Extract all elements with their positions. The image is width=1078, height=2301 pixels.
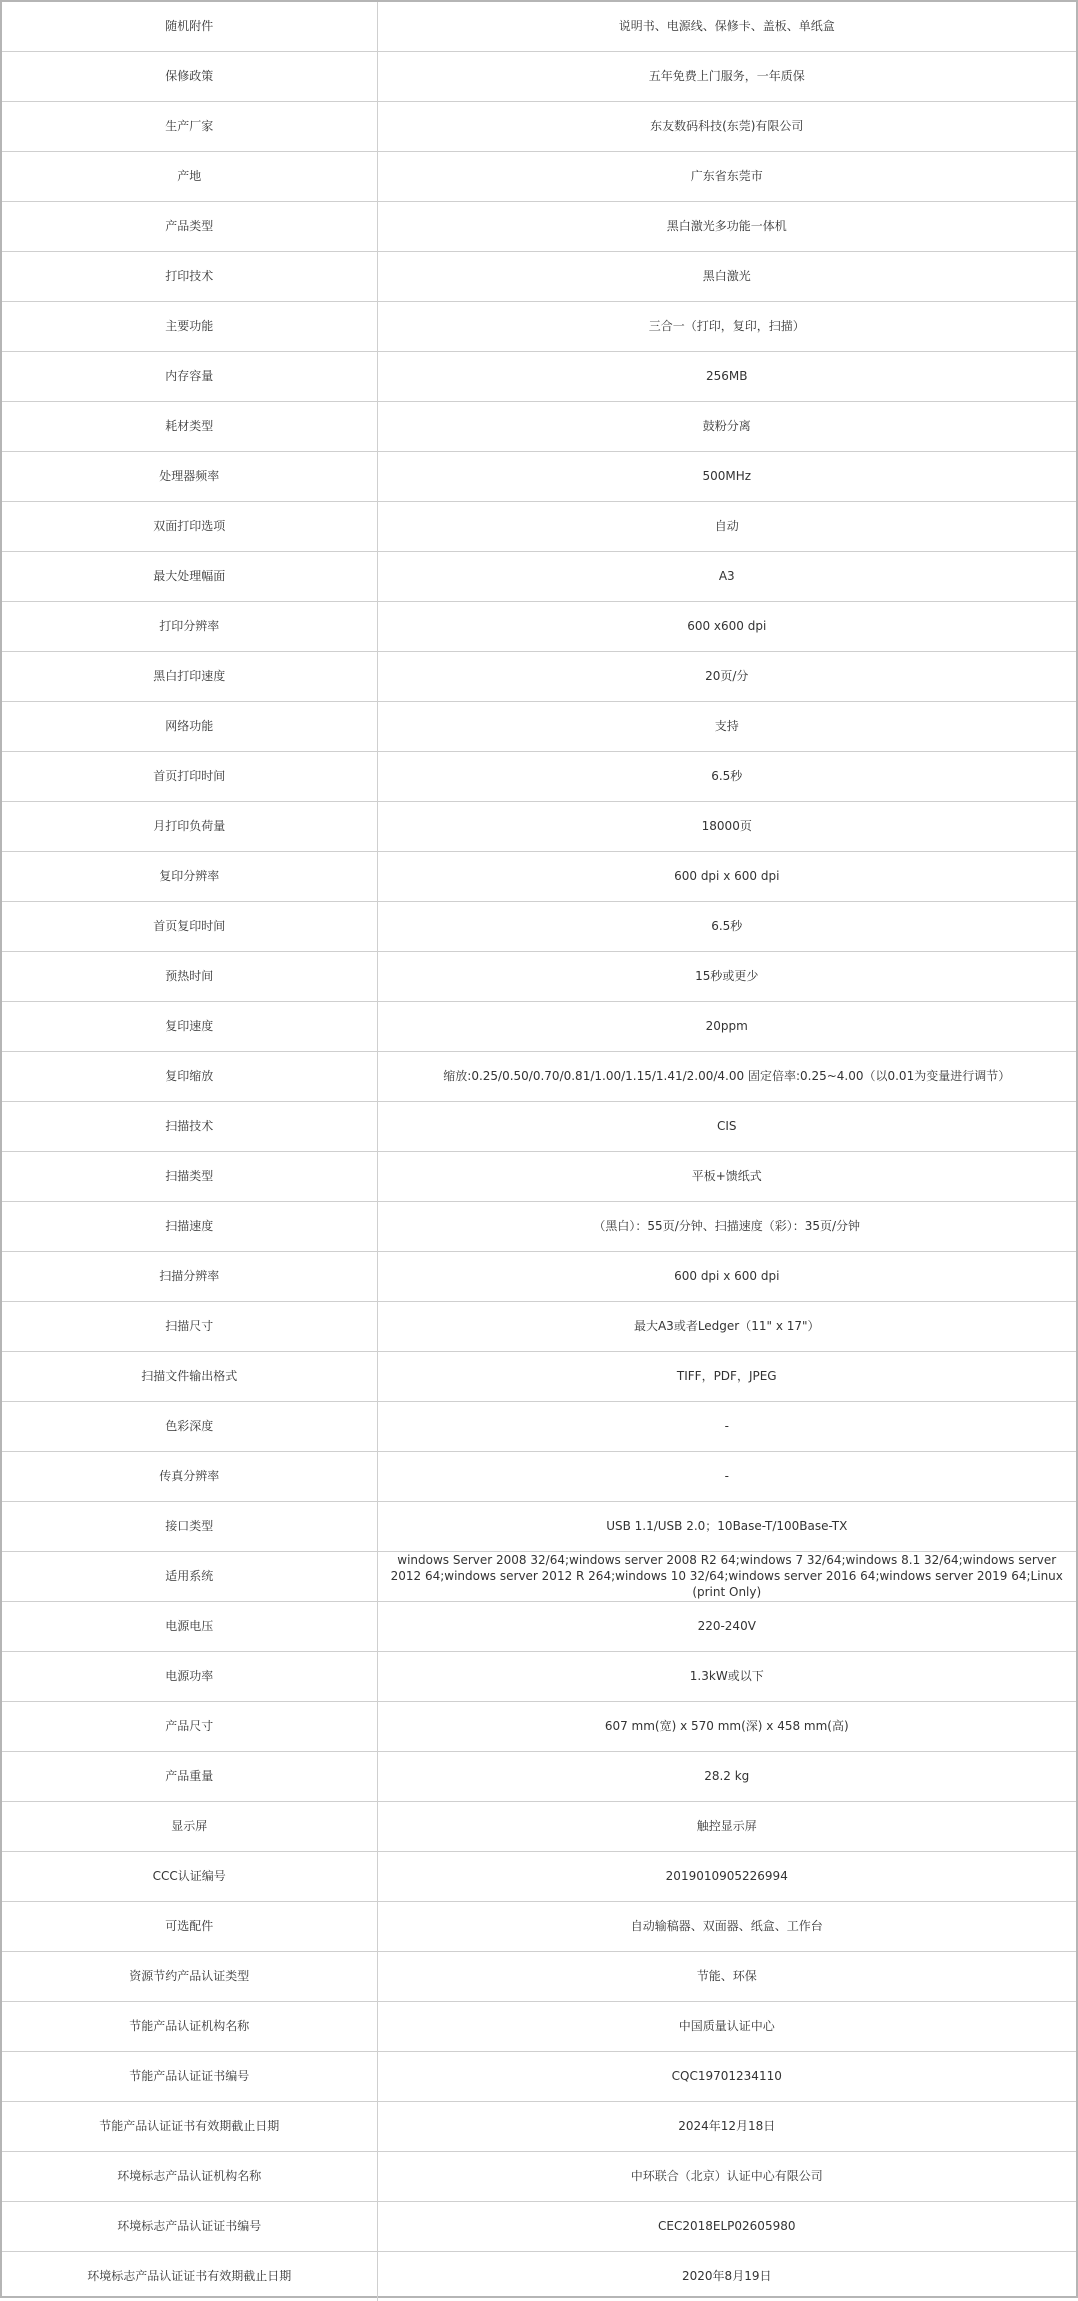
- table-row: [2, 1001, 1076, 1051]
- spec-label: 产地: [2, 151, 377, 201]
- spec-value: 500MHz: [377, 451, 1076, 501]
- spec-value: 最大A3或者Ledger（11" x 17"）: [377, 1301, 1076, 1351]
- spec-value: CEC2018ELP02605980: [377, 2201, 1076, 2251]
- spec-label: 处理器频率: [2, 451, 377, 501]
- table-row: [2, 301, 1076, 351]
- spec-value: 五年免费上门服务，一年质保: [377, 51, 1076, 101]
- spec-label: 主要功能: [2, 301, 377, 351]
- spec-value: 607 mm(宽) x 570 mm(深) x 458 mm(高): [377, 1701, 1076, 1751]
- spec-value: 2024年12月18日: [377, 2101, 1076, 2151]
- spec-value: 东友数码科技(东莞)有限公司: [377, 101, 1076, 151]
- spec-label: 电源电压: [2, 1601, 377, 1651]
- spec-value: （黑白）：55页/分钟、扫描速度（彩）：35页/分钟: [377, 1201, 1076, 1251]
- spec-label: 资源节约产品认证类型: [2, 1951, 377, 2001]
- table-row: [2, 1851, 1076, 1901]
- spec-label: 耗材类型: [2, 401, 377, 451]
- spec-label: 节能产品认证证书编号: [2, 2051, 377, 2101]
- spec-label: CCC认证编号: [2, 1851, 377, 1901]
- spec-label: 可选配件: [2, 1901, 377, 1951]
- spec-label: 黑白打印速度: [2, 651, 377, 701]
- table-row: [2, 901, 1076, 951]
- spec-label: 电源功率: [2, 1651, 377, 1701]
- spec-label: 双面打印选项: [2, 501, 377, 551]
- table-row: [2, 751, 1076, 801]
- table-row: [2, 1701, 1076, 1751]
- spec-label: 扫描技术: [2, 1101, 377, 1151]
- spec-value: 黑白激光: [377, 251, 1076, 301]
- table-row: [2, 1301, 1076, 1351]
- spec-label: 产品重量: [2, 1751, 377, 1801]
- spec-value: 18000页: [377, 801, 1076, 851]
- table-row: [2, 1551, 1076, 1601]
- spec-label: 复印速度: [2, 1001, 377, 1051]
- spec-value: 平板+馈纸式: [377, 1151, 1076, 1201]
- table-row: [2, 651, 1076, 701]
- spec-value: 自动输稿器、双面器、纸盒、工作台: [377, 1901, 1076, 1951]
- table-row: [2, 1201, 1076, 1251]
- spec-value: 15秒或更少: [377, 951, 1076, 1001]
- spec-label: 首页打印时间: [2, 751, 377, 801]
- table-row: [2, 851, 1076, 901]
- spec-label: 复印缩放: [2, 1051, 377, 1101]
- spec-value: 600 dpi x 600 dpi: [377, 851, 1076, 901]
- spec-label: 节能产品认证机构名称: [2, 2001, 377, 2051]
- spec-label: 复印分辨率: [2, 851, 377, 901]
- spec-label: 显示屏: [2, 1801, 377, 1851]
- spec-label: 首页复印时间: [2, 901, 377, 951]
- spec-value: 6.5秒: [377, 751, 1076, 801]
- spec-value: 触控显示屏: [377, 1801, 1076, 1851]
- spec-value: 28.2 kg: [377, 1751, 1076, 1801]
- table-row: [2, 1751, 1076, 1801]
- table-row: [2, 2201, 1076, 2251]
- table-row: [2, 951, 1076, 1001]
- spec-label: 扫描分辨率: [2, 1251, 377, 1301]
- spec-value: 256MB: [377, 351, 1076, 401]
- spec-value: 220-240V: [377, 1601, 1076, 1651]
- spec-label: 月打印负荷量: [2, 801, 377, 851]
- table-row: [2, 551, 1076, 601]
- spec-value: 中环联合（北京）认证中心有限公司: [377, 2151, 1076, 2201]
- table-row: [2, 1951, 1076, 2001]
- spec-value: 2020年8月19日: [377, 2251, 1076, 2301]
- spec-value: A3: [377, 551, 1076, 601]
- spec-label: 环境标志产品认证证书有效期截止日期: [2, 2251, 377, 2301]
- spec-value: 600 dpi x 600 dpi: [377, 1251, 1076, 1301]
- table-row: [2, 201, 1076, 251]
- spec-label: 网络功能: [2, 701, 377, 751]
- table-row: [2, 1151, 1076, 1201]
- table-row: [2, 151, 1076, 201]
- spec-value: 20页/分: [377, 651, 1076, 701]
- spec-label: 扫描速度: [2, 1201, 377, 1251]
- spec-value: 三合一（打印，复印，扫描）: [377, 301, 1076, 351]
- spec-label: 色彩深度: [2, 1401, 377, 1451]
- spec-value: 自动: [377, 501, 1076, 551]
- spec-value: 6.5秒: [377, 901, 1076, 951]
- table-row: [2, 2051, 1076, 2101]
- spec-label: 扫描文件输出格式: [2, 1351, 377, 1401]
- spec-label: 节能产品认证证书有效期截止日期: [2, 2101, 377, 2151]
- table-row: [2, 1051, 1076, 1101]
- table-row: [2, 501, 1076, 551]
- spec-value: TIFF，PDF，JPEG: [377, 1351, 1076, 1401]
- table-row: [2, 2, 1076, 51]
- spec-label: 打印分辨率: [2, 601, 377, 651]
- table-row: [2, 1101, 1076, 1151]
- spec-value: 鼓粉分离: [377, 401, 1076, 451]
- spec-value: 缩放:0.25/0.50/0.70/0.81/1.00/1.15/1.41/2.00/4.00 固定倍率:0.25~4.00（以0.01为变量进行调节）: [377, 1051, 1076, 1101]
- spec-label: 随机附件: [2, 2, 377, 51]
- spec-label: 打印技术: [2, 251, 377, 301]
- spec-label: 产品类型: [2, 201, 377, 251]
- spec-label: 内存容量: [2, 351, 377, 401]
- spec-value: 中国质量认证中心: [377, 2001, 1076, 2051]
- spec-value: 广东省东莞市: [377, 151, 1076, 201]
- spec-label: 环境标志产品认证机构名称: [2, 2151, 377, 2201]
- table-row: [2, 2101, 1076, 2151]
- table-row: [2, 51, 1076, 101]
- spec-value: 说明书、电源线、保修卡、盖板、单纸盒: [377, 2, 1076, 51]
- table-row: [2, 401, 1076, 451]
- spec-value: 1.3kW或以下: [377, 1651, 1076, 1701]
- spec-label: 最大处理幅面: [2, 551, 377, 601]
- table-row: [2, 1351, 1076, 1401]
- spec-table-body: [2, 2, 1076, 2301]
- table-row: [2, 2251, 1076, 2301]
- table-row: [2, 351, 1076, 401]
- table-row: [2, 801, 1076, 851]
- table-row: [2, 451, 1076, 501]
- spec-label: 生产厂家: [2, 101, 377, 151]
- table-row: [2, 2001, 1076, 2051]
- spec-value: CIS: [377, 1101, 1076, 1151]
- spec-value: 支持: [377, 701, 1076, 751]
- spec-label: 扫描尺寸: [2, 1301, 377, 1351]
- spec-label: 适用系统: [2, 1551, 377, 1601]
- table-row: [2, 1801, 1076, 1851]
- table-row: [2, 701, 1076, 751]
- spec-label: 预热时间: [2, 951, 377, 1001]
- spec-value: -: [377, 1451, 1076, 1501]
- spec-value: windows Server 2008 32/64;windows server 2008 R2 64;windows 7 32/64;windows 8.1 32/64;windows server 2012 64;windows server 2012 R 264;windows 10 32/64;windows server 2016 64;windows server 2019 64;Linux (print Only): [377, 1551, 1076, 1601]
- table-row: [2, 1501, 1076, 1551]
- table-row: [2, 1451, 1076, 1501]
- spec-label: 产品尺寸: [2, 1701, 377, 1751]
- spec-value: USB 1.1/USB 2.0；10Base-T/100Base-TX: [377, 1501, 1076, 1551]
- table-row: [2, 251, 1076, 301]
- spec-label: 保修政策: [2, 51, 377, 101]
- spec-value: 2019010905226994: [377, 1851, 1076, 1901]
- spec-label: 扫描类型: [2, 1151, 377, 1201]
- table-row: [2, 1651, 1076, 1701]
- table-row: [2, 1601, 1076, 1651]
- spec-value: 节能、环保: [377, 1951, 1076, 2001]
- table-row: [2, 1401, 1076, 1451]
- spec-label: 接口类型: [2, 1501, 377, 1551]
- spec-value: 600 x600 dpi: [377, 601, 1076, 651]
- spec-table: [2, 2, 1076, 2301]
- spec-value: 黑白激光多功能一体机: [377, 201, 1076, 251]
- table-row: [2, 601, 1076, 651]
- table-row: [2, 101, 1076, 151]
- spec-value: -: [377, 1401, 1076, 1451]
- table-row: [2, 1901, 1076, 1951]
- table-row: [2, 1251, 1076, 1301]
- table-row: [2, 2151, 1076, 2201]
- spec-label: 环境标志产品认证证书编号: [2, 2201, 377, 2251]
- spec-value: CQC19701234110: [377, 2051, 1076, 2101]
- spec-label: 传真分辨率: [2, 1451, 377, 1501]
- spec-value: 20ppm: [377, 1001, 1076, 1051]
